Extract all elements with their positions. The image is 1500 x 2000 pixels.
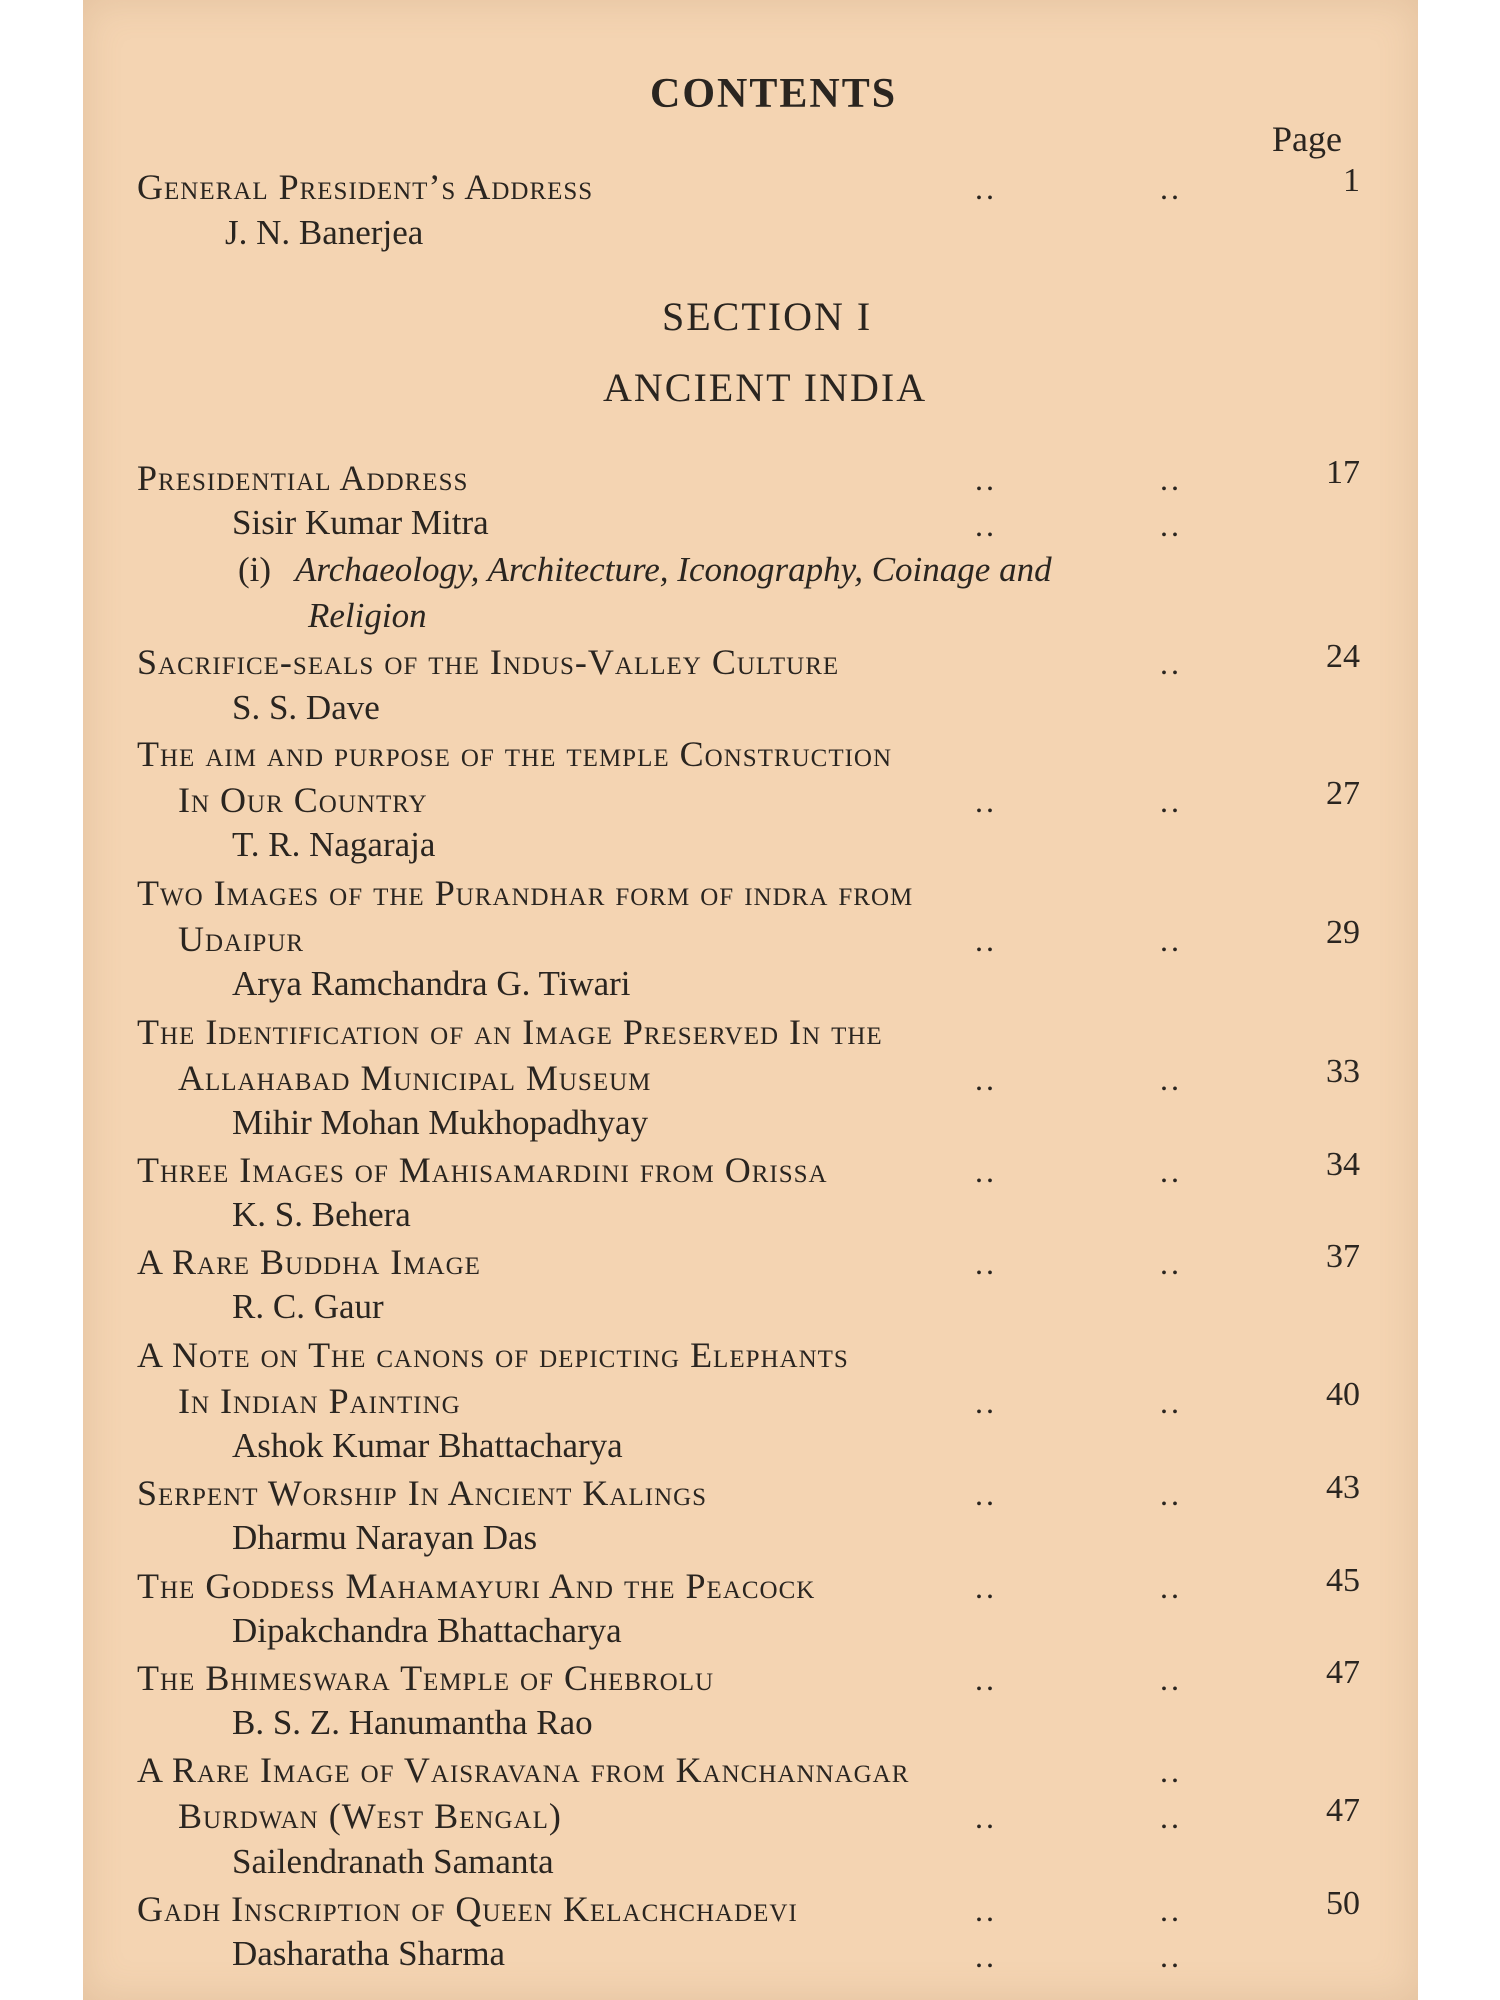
- leader-dots: ..: [1160, 1061, 1182, 1097]
- leader-dots: ..: [1160, 170, 1182, 206]
- page-number: 47: [1326, 1654, 1360, 1691]
- page-number: 37: [1326, 1238, 1360, 1275]
- leader-dots: ..: [975, 922, 997, 958]
- section-name: ANCIENT INDIA: [603, 365, 928, 410]
- leader-dots: ..: [1160, 1153, 1182, 1189]
- page-title: CONTENTS: [650, 71, 898, 117]
- page-number: 50: [1326, 1885, 1360, 1922]
- author-name: Arya Ramchandra G. Tiwari: [232, 964, 631, 1003]
- subsection-title: Archaeology, Architecture, Iconography, Coinage and: [295, 550, 1052, 589]
- entry-title: Gadh Inscription of Queen Kelachchadevi: [137, 1889, 798, 1929]
- leader-dots: ..: [1160, 1476, 1182, 1512]
- general-address-title: General President’s Address: [137, 167, 594, 207]
- page-number: 33: [1326, 1053, 1360, 1090]
- page-number: 1: [1343, 162, 1360, 199]
- entry-title-cont: Allahabad Municipal Museum: [178, 1058, 652, 1098]
- leader-dots: ..: [1160, 922, 1182, 958]
- leader-dots: ..: [1160, 1569, 1182, 1605]
- leader-dots: ..: [975, 1245, 997, 1281]
- page-number: 40: [1326, 1376, 1360, 1413]
- entry-title: Three Images of Mahisamardini from Orissa: [137, 1150, 828, 1190]
- author-name: Dipakchandra Bhattacharya: [232, 1611, 622, 1650]
- author-name: Dharmu Narayan Das: [232, 1518, 538, 1557]
- leader-dots: ..: [975, 1799, 997, 1835]
- subsection-label: (i): [238, 550, 272, 589]
- leader-dots: ..: [975, 170, 997, 206]
- page-number: 17: [1326, 454, 1360, 491]
- leader-dots: ..: [975, 1938, 997, 1974]
- page-number: 45: [1326, 1562, 1360, 1599]
- entry-title: Two Images of the Purandhar form of indra from: [137, 873, 914, 913]
- entry-title: The aim and purpose of the temple Construction: [137, 734, 893, 774]
- entry-title: Serpent Worship In Ancient Kalings: [137, 1473, 708, 1513]
- entry-title: A Rare Buddha Image: [137, 1242, 481, 1282]
- page-number: 34: [1326, 1146, 1360, 1183]
- leader-dots: ..: [1160, 1384, 1182, 1420]
- presidential-address-title: Presidential Address: [137, 458, 469, 498]
- leader-dots: ..: [975, 1661, 997, 1697]
- entry-title: A Rare Image of Vaisravana from Kanchannagar: [137, 1750, 910, 1790]
- author-name: Ashok Kumar Bhattacharya: [232, 1426, 623, 1465]
- entry-title: A Note on The canons of depicting Elephants: [137, 1335, 849, 1375]
- page-number: 24: [1326, 638, 1360, 675]
- author-name: Dasharatha Sharma: [232, 1934, 506, 1973]
- entry-title-cont: Udaipur: [178, 919, 305, 959]
- leader-dots: ..: [1160, 461, 1182, 497]
- leader-dots: ..: [1160, 1753, 1182, 1789]
- leader-dots: ..: [975, 1569, 997, 1605]
- leader-dots: ..: [975, 507, 997, 543]
- leader-dots: ..: [1160, 1799, 1182, 1835]
- page-column-label: Page: [1272, 119, 1342, 159]
- leader-dots: ..: [975, 783, 997, 819]
- leader-dots: ..: [975, 1153, 997, 1189]
- entry-title: Sacrifice-seals of the Indus-Valley Culture: [137, 642, 840, 682]
- author-name: Mihir Mohan Mukhopadhyay: [232, 1103, 649, 1142]
- author-name: K. S. Behera: [232, 1195, 411, 1234]
- entry-title: The Identification of an Image Preserved In the: [137, 1012, 883, 1052]
- entry-title-cont: In Our Country: [178, 780, 428, 820]
- leader-dots: ..: [975, 1061, 997, 1097]
- subsection-title-cont: Religion: [308, 596, 427, 635]
- leader-dots: ..: [1160, 1892, 1182, 1928]
- author-name: S. S. Dave: [232, 688, 380, 727]
- leader-dots: ..: [975, 1476, 997, 1512]
- leader-dots: ..: [1160, 1245, 1182, 1281]
- page-number: 27: [1326, 775, 1360, 812]
- leader-dots: ..: [1160, 645, 1182, 681]
- author-name: B. S. Z. Hanumantha Rao: [232, 1703, 593, 1742]
- leader-dots: ..: [1160, 1938, 1182, 1974]
- author-name: R. C. Gaur: [232, 1287, 384, 1326]
- leader-dots: ..: [975, 461, 997, 497]
- entry-title: The Goddess Mahamayuri And the Peacock: [137, 1566, 816, 1606]
- entry-title-cont: Burdwan (West Bengal): [178, 1796, 562, 1836]
- leader-dots: ..: [1160, 1661, 1182, 1697]
- author-name: Sisir Kumar Mitra: [232, 503, 489, 542]
- author-name: T. R. Nagaraja: [232, 825, 436, 864]
- leader-dots: ..: [975, 1892, 997, 1928]
- entry-title-cont: In Indian Painting: [178, 1381, 461, 1421]
- page-number: 47: [1326, 1792, 1360, 1829]
- author-name: Sailendranath Samanta: [232, 1842, 554, 1881]
- entry-title: The Bhimeswara Temple of Chebrolu: [137, 1658, 715, 1698]
- leader-dots: ..: [975, 1384, 997, 1420]
- page-number: 29: [1326, 914, 1360, 951]
- author-name: J. N. Banerjea: [225, 213, 424, 252]
- leader-dots: ..: [1160, 783, 1182, 819]
- leader-dots: ..: [1160, 507, 1182, 543]
- section-number: SECTION I: [662, 294, 873, 339]
- page-number: 43: [1326, 1469, 1360, 1506]
